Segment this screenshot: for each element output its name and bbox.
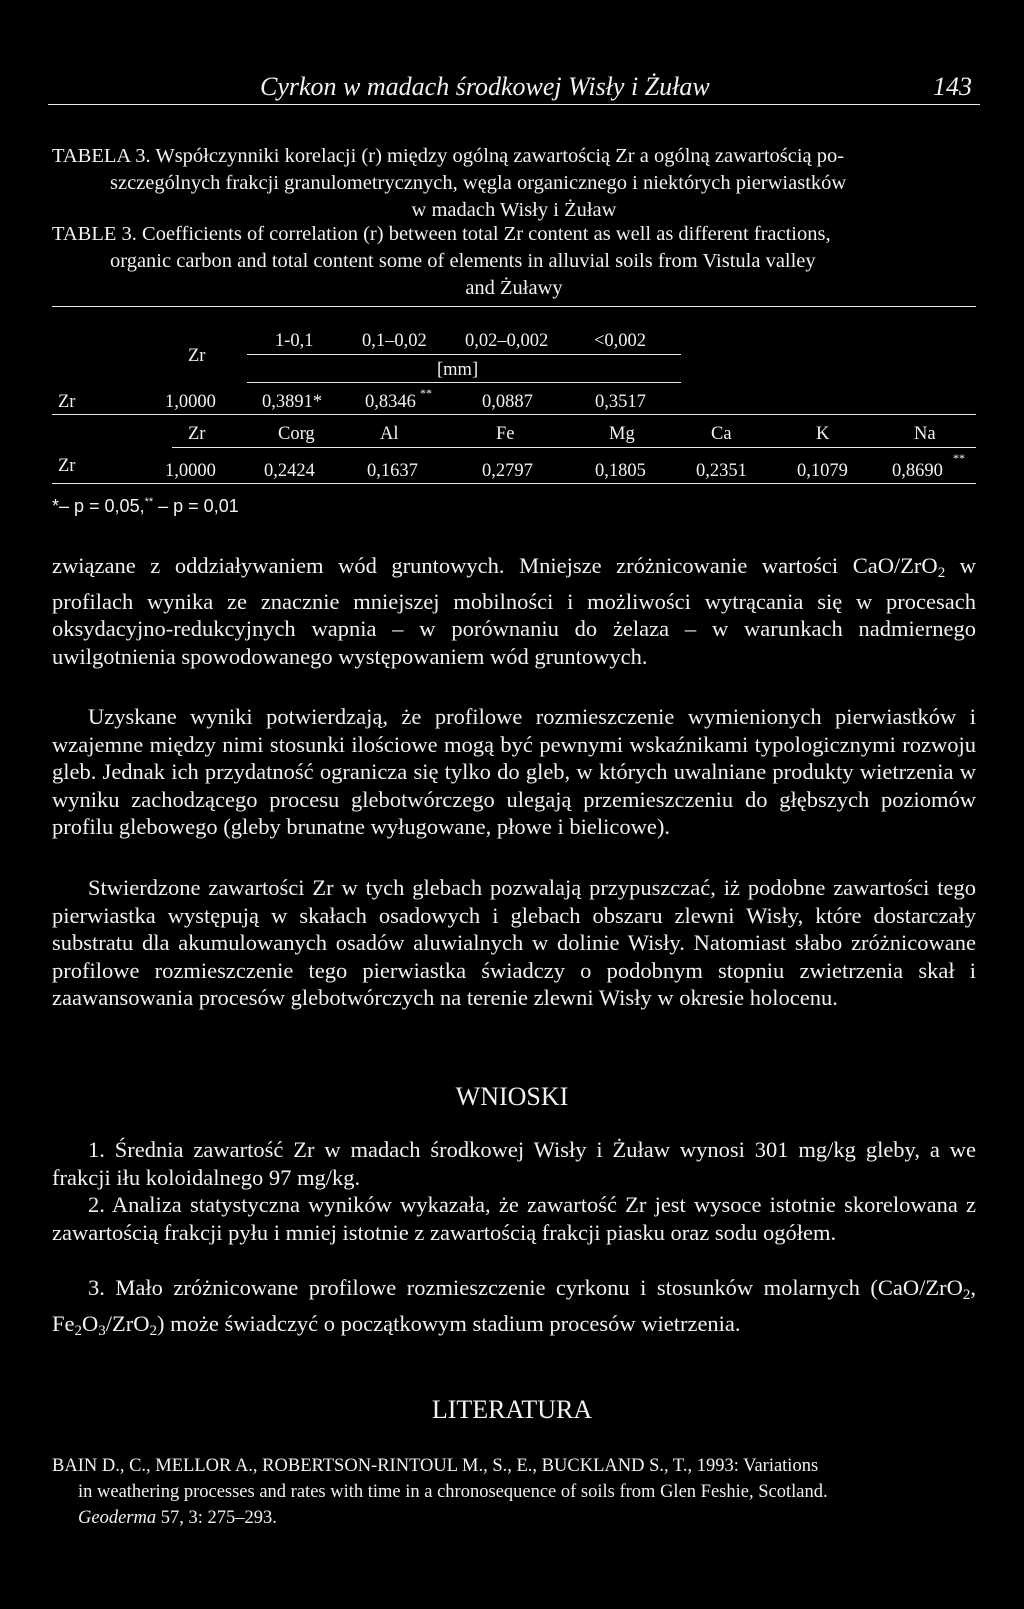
unit-label: [mm] <box>437 360 479 380</box>
running-title: Cyrkon w madach środkowej Wisły i Żuław <box>260 72 710 101</box>
column-header: <0,002 <box>594 331 647 351</box>
fraction-header-rule <box>247 354 681 355</box>
caption-line: organic carbon and total content some of elements in alluvial soils from Vistula valley <box>110 250 816 272</box>
caption-line: and Żuławy <box>465 277 563 299</box>
table-notes <box>52 496 239 517</box>
column-header: 0,1–0,02 <box>362 331 427 351</box>
row-label: Zr <box>58 456 76 476</box>
unit-rule <box>247 382 681 383</box>
table-bottom-rule <box>52 483 976 484</box>
body-paragraph: związane z oddziaływaniem wód gruntowych. Mniejsze zróżnicowanie wartości CaO/ZrO$_2$ w profilach wynika ze znacznie mniejszej mobilności i możliwości wytrącania się w procesach oksydacyjno-redukcyjnych wapnia – w porównaniu do żelaza – w warunkach nadmiernego uwilgotnienia spowodowanego występowaniem wód gruntowych. <box>52 553 977 669</box>
table-cell: 0,2797 <box>482 461 533 481</box>
column-header: Fe <box>496 424 515 444</box>
caption-label: TABLE 3. <box>52 223 137 245</box>
caption-line: Współczynniki korelacji (r) między ogólną zawartością Zr a ogólną zawartością po- <box>155 145 845 167</box>
reference-line: 57, 3: 275–293. <box>156 1508 277 1528</box>
page-number: 143 <box>933 72 972 101</box>
table-cell: 0,1637 <box>367 461 418 481</box>
caption-label: TABELA 3. <box>52 145 151 167</box>
table-cell: 0,8346 <box>365 392 416 412</box>
column-header: 0,02–0,002 <box>465 331 549 351</box>
caption-line: szczególnych frakcji granulometrycznych, węgla organicznego i niektórych pierwiastków <box>110 172 847 194</box>
column-header: K <box>816 424 830 444</box>
table-cell: 0,1805 <box>595 461 646 481</box>
caption-line: w madach Wisły i Żuław <box>411 199 617 221</box>
column-header: Na <box>914 424 936 444</box>
caption-line: Coefficients of correlation (r) between total Zr content as well as different fractions, <box>142 223 831 245</box>
table-caption-en <box>52 221 976 302</box>
section-heading-literature: LITERATURA <box>431 1395 593 1424</box>
table-cell: 1,0000 <box>165 461 216 481</box>
reference-entry <box>52 1453 982 1531</box>
element-header-rule <box>172 447 976 448</box>
table1-bottom-rule <box>52 414 976 415</box>
table-cell: 0,3517 <box>595 392 646 412</box>
reference-line: in weathering processes and rates with time in a chronosequence of soils from Glen Feshie, Scotland. <box>78 1482 828 1502</box>
column-header: Al <box>380 424 399 444</box>
table-cell: 0,1079 <box>797 461 848 481</box>
column-header: 1-0,1 <box>275 331 314 351</box>
table-caption-pl <box>52 143 976 224</box>
note-text: – p = 0,01 <box>153 496 239 516</box>
table-cell: 1,0000 <box>165 392 216 412</box>
note-mark: ** <box>144 496 154 508</box>
table-cell: 0,8690 <box>892 461 943 481</box>
table-cell: 0,3891* <box>262 392 323 412</box>
reference-line: BAIN D., C., MELLOR A., ROBERTSON-RINTOUL M., S., E., BUCKLAND S., T., 1993: Variations <box>52 1456 819 1476</box>
note-text: *– p = 0,05, <box>52 496 145 516</box>
row-label: Zr <box>58 392 76 412</box>
conclusion-item: 1. Średnia zawartość Zr w madach środkowej Wisły i Żuław wynosi 301 mg/kg gleby, a we frakcji iłu koloidalnego 97 mg/kg. <box>52 1137 976 1190</box>
column-header: Corg <box>278 424 315 444</box>
conclusion-item: 3. Mało zróżnicowane profilowe rozmieszczenie cyrkonu i stosunków molarnych (CaO/ZrO$_2$, $Fe_2O_3/ZrO_2$) może świadczyć o początkowym stadium procesów wietrzenia. <box>52 1275 976 1339</box>
running-head <box>48 70 980 105</box>
body-paragraph: Stwierdzone zawartości Zr w tych glebach pozwalają przypuszczać, iż podobne zawartości tego pierwiastka występują w skałach osadowych i glebach obszaru zlewni Wisły, które dostarczały substratu dla akumulowanych osadów aluwialnych w dolinie Wisły. Natomiast słabo zróżnicowane profilowe rozmieszczenie tego pierwiastka świadczy o podobnym stopniu zwietrzenia skał i zaawansowania procesów glebotwórczych na terenie zlewni Wisły w okresie holocenu. <box>52 875 976 1011</box>
significance-mark: ** <box>953 451 965 465</box>
conclusion-item: 2. Analiza statystyczna wyników wykazała, że zawartość Zr jest wysoce istotnie skorelowana z zawartością frakcji pyłu i mniej istotnie z zawartością frakcji piasku oraz sodu ogółem. <box>52 1192 976 1245</box>
table-cell: 0,2424 <box>264 461 315 481</box>
table-corner: Zr <box>188 346 206 366</box>
table-cell: 0,0887 <box>482 392 533 412</box>
column-header: Mg <box>609 424 635 444</box>
column-header: Zr <box>188 424 206 444</box>
table-cell: 0,2351 <box>696 461 747 481</box>
significance-mark: ** <box>420 386 432 400</box>
reference-journal: Geoderma <box>78 1508 157 1528</box>
column-header: Ca <box>711 424 732 444</box>
section-heading-conclusions: WNIOSKI <box>455 1082 569 1111</box>
body-paragraph: Uzyskane wyniki potwierdzają, że profilowe rozmieszczenie wymienionych pierwiastków i wzajemne między nimi stosunki ilościowe mogą być pewnymi wskaźnikami typologicznymi rozwoju gleb. Jednak ich przydatność ogranicza się tylko do gleb, w których uwalniane produkty wietrzenia w wyniku zachodzącego procesu glebotwórczego ulegają przemieszczeniu do głębszych poziomów profilu glebowego (gleby brunatne wyługowane, płowe i bielicowe). <box>52 704 976 840</box>
table-top-rule <box>52 306 976 307</box>
